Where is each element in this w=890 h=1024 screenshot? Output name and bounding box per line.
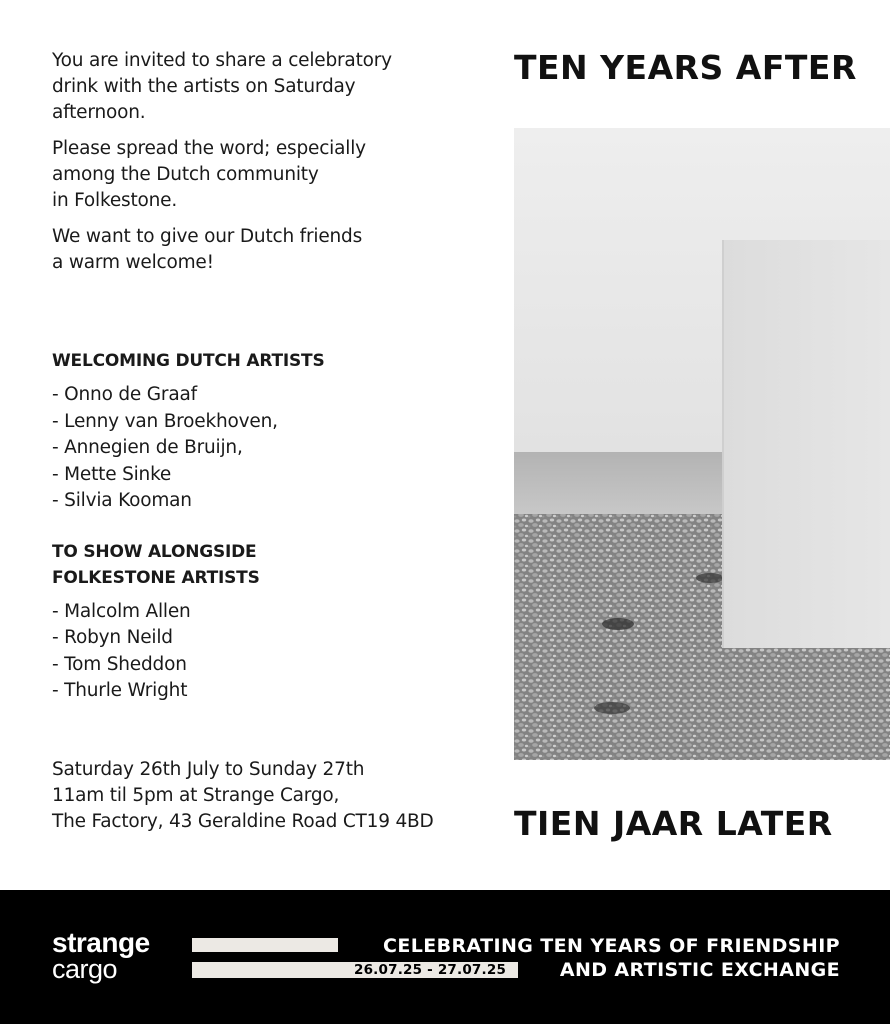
strange-cargo-logo [52, 927, 150, 984]
list-item: - Robyn Neild [52, 627, 173, 648]
welcome-paragraph: We want to give our Dutch friends a warm welcome! [52, 226, 363, 273]
list-item: - Onno de Graaf [52, 384, 197, 405]
list-item: - Tom Sheddon [52, 653, 187, 675]
spread-word-paragraph: Please spread the word; especially among the Dutch community in Folkestone. [52, 138, 366, 211]
decorative-bar [192, 938, 338, 952]
dutch-artists-list [52, 382, 472, 515]
event-details [52, 757, 472, 835]
exhibition-photo [514, 128, 890, 760]
info-column [52, 48, 472, 835]
list-item: - Malcolm Allen [52, 600, 191, 622]
title-english: TEN YEARS AFTER [514, 48, 857, 87]
list-item: - Annegien de Bruijn, [52, 437, 243, 458]
folkestone-artists-list [52, 599, 472, 705]
list-item: - Mette Sinke [52, 463, 172, 485]
folkestone-artists-heading: TO SHOW ALONGSIDE FOLKESTONE ARTISTS [52, 541, 260, 588]
invitation-paragraph: You are invited to share a celebratory drink with the artists on Saturday afternoon. [52, 50, 392, 123]
event-address: The Factory, 43 Geraldine Road CT19 4BD [52, 810, 434, 832]
logo-line-cargo: cargo [52, 954, 118, 984]
list-item: - Silvia Kooman [52, 490, 192, 511]
logo-line-strange: strange [52, 927, 150, 958]
footer-tagline: CELEBRATING TEN YEARS OF FRIENDSHIP AND ARTISTIC EXCHANGE [383, 935, 840, 981]
title-dutch: TIEN JAAR LATER [514, 804, 833, 843]
dutch-artists-heading: WELCOMING DUTCH ARTISTS [52, 351, 325, 371]
list-item: - Thurle Wright [52, 680, 188, 701]
list-item: - Lenny van Broekhoven, [52, 410, 278, 432]
event-times: 11am til 5pm at Strange Cargo, [52, 784, 340, 806]
event-date-range: 26.07.25 - 27.07.25 [354, 962, 507, 978]
event-dates: Saturday 26th July to Sunday 27th [52, 758, 365, 780]
